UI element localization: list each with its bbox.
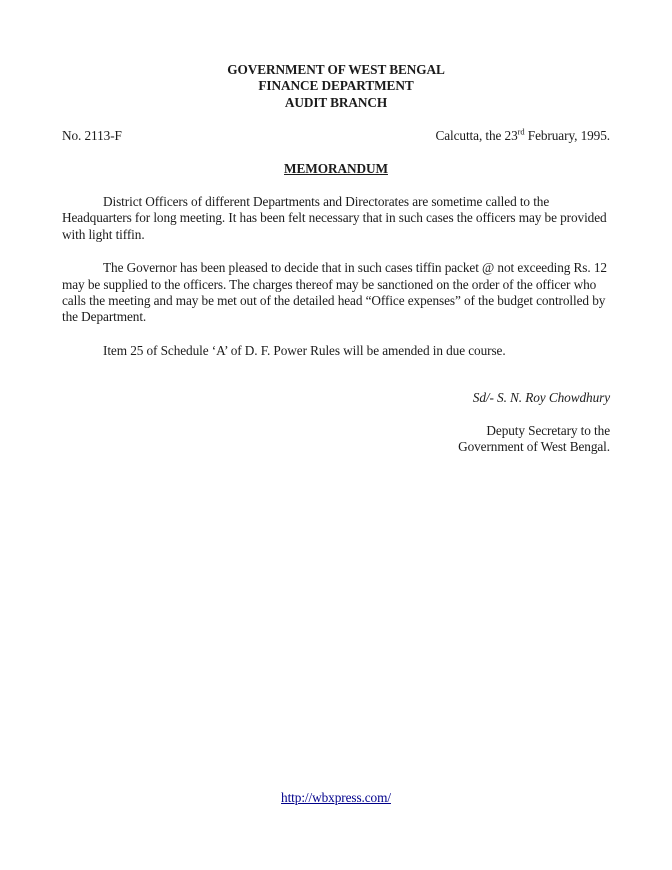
designation-line-1: Deputy Secretary to the: [486, 422, 610, 438]
reference-row: [62, 128, 610, 144]
page-footer: [0, 790, 672, 806]
memo-paragraph-2: The Governor has been pleased to decide that in such cases tiffin packet @ not exceeding Rs. 12 may be supplied to the officers. The charges thereof may be sanctioned on the order of the officer who calls the meeting and may be met out of the detailed head “Office expenses” of the budget controlled by the Department.: [62, 260, 607, 325]
signature-signed-line: Sd/- S. N. Roy Chowdhury: [472, 390, 610, 406]
place-and-date: [435, 128, 610, 144]
document-header: [62, 62, 610, 111]
footer-link[interactable]: http://wbxpress.com/: [281, 790, 391, 805]
memo-title: [62, 161, 610, 177]
date-suffix: February, 1995.: [524, 128, 610, 144]
date-ordinal-superscript: rd: [517, 126, 525, 137]
memo-number: No. 2113-F: [62, 128, 122, 144]
designation-line-2: Government of West Bengal.: [458, 439, 610, 455]
date-prefix: Calcutta, the 23: [435, 128, 518, 144]
header-branch-line: AUDIT BRANCH: [284, 94, 388, 110]
header-department-line: FINANCE DEPARTMENT: [258, 78, 414, 94]
header-government-line: GOVERNMENT OF WEST BENGAL: [227, 62, 445, 77]
memo-title-text: MEMORANDUM: [284, 160, 388, 176]
signature-designation: [62, 423, 610, 456]
memo-paragraph-3: Item 25 of Schedule ‘A’ of D. F. Power Rules will be amended in due course.: [103, 342, 506, 358]
memo-paragraph-1: District Officers of different Departments and Directorates are sometime called to the Headquarters for long meeting. It has been felt necessary that in such cases the officers may be provided with light tiffin.: [62, 194, 607, 242]
